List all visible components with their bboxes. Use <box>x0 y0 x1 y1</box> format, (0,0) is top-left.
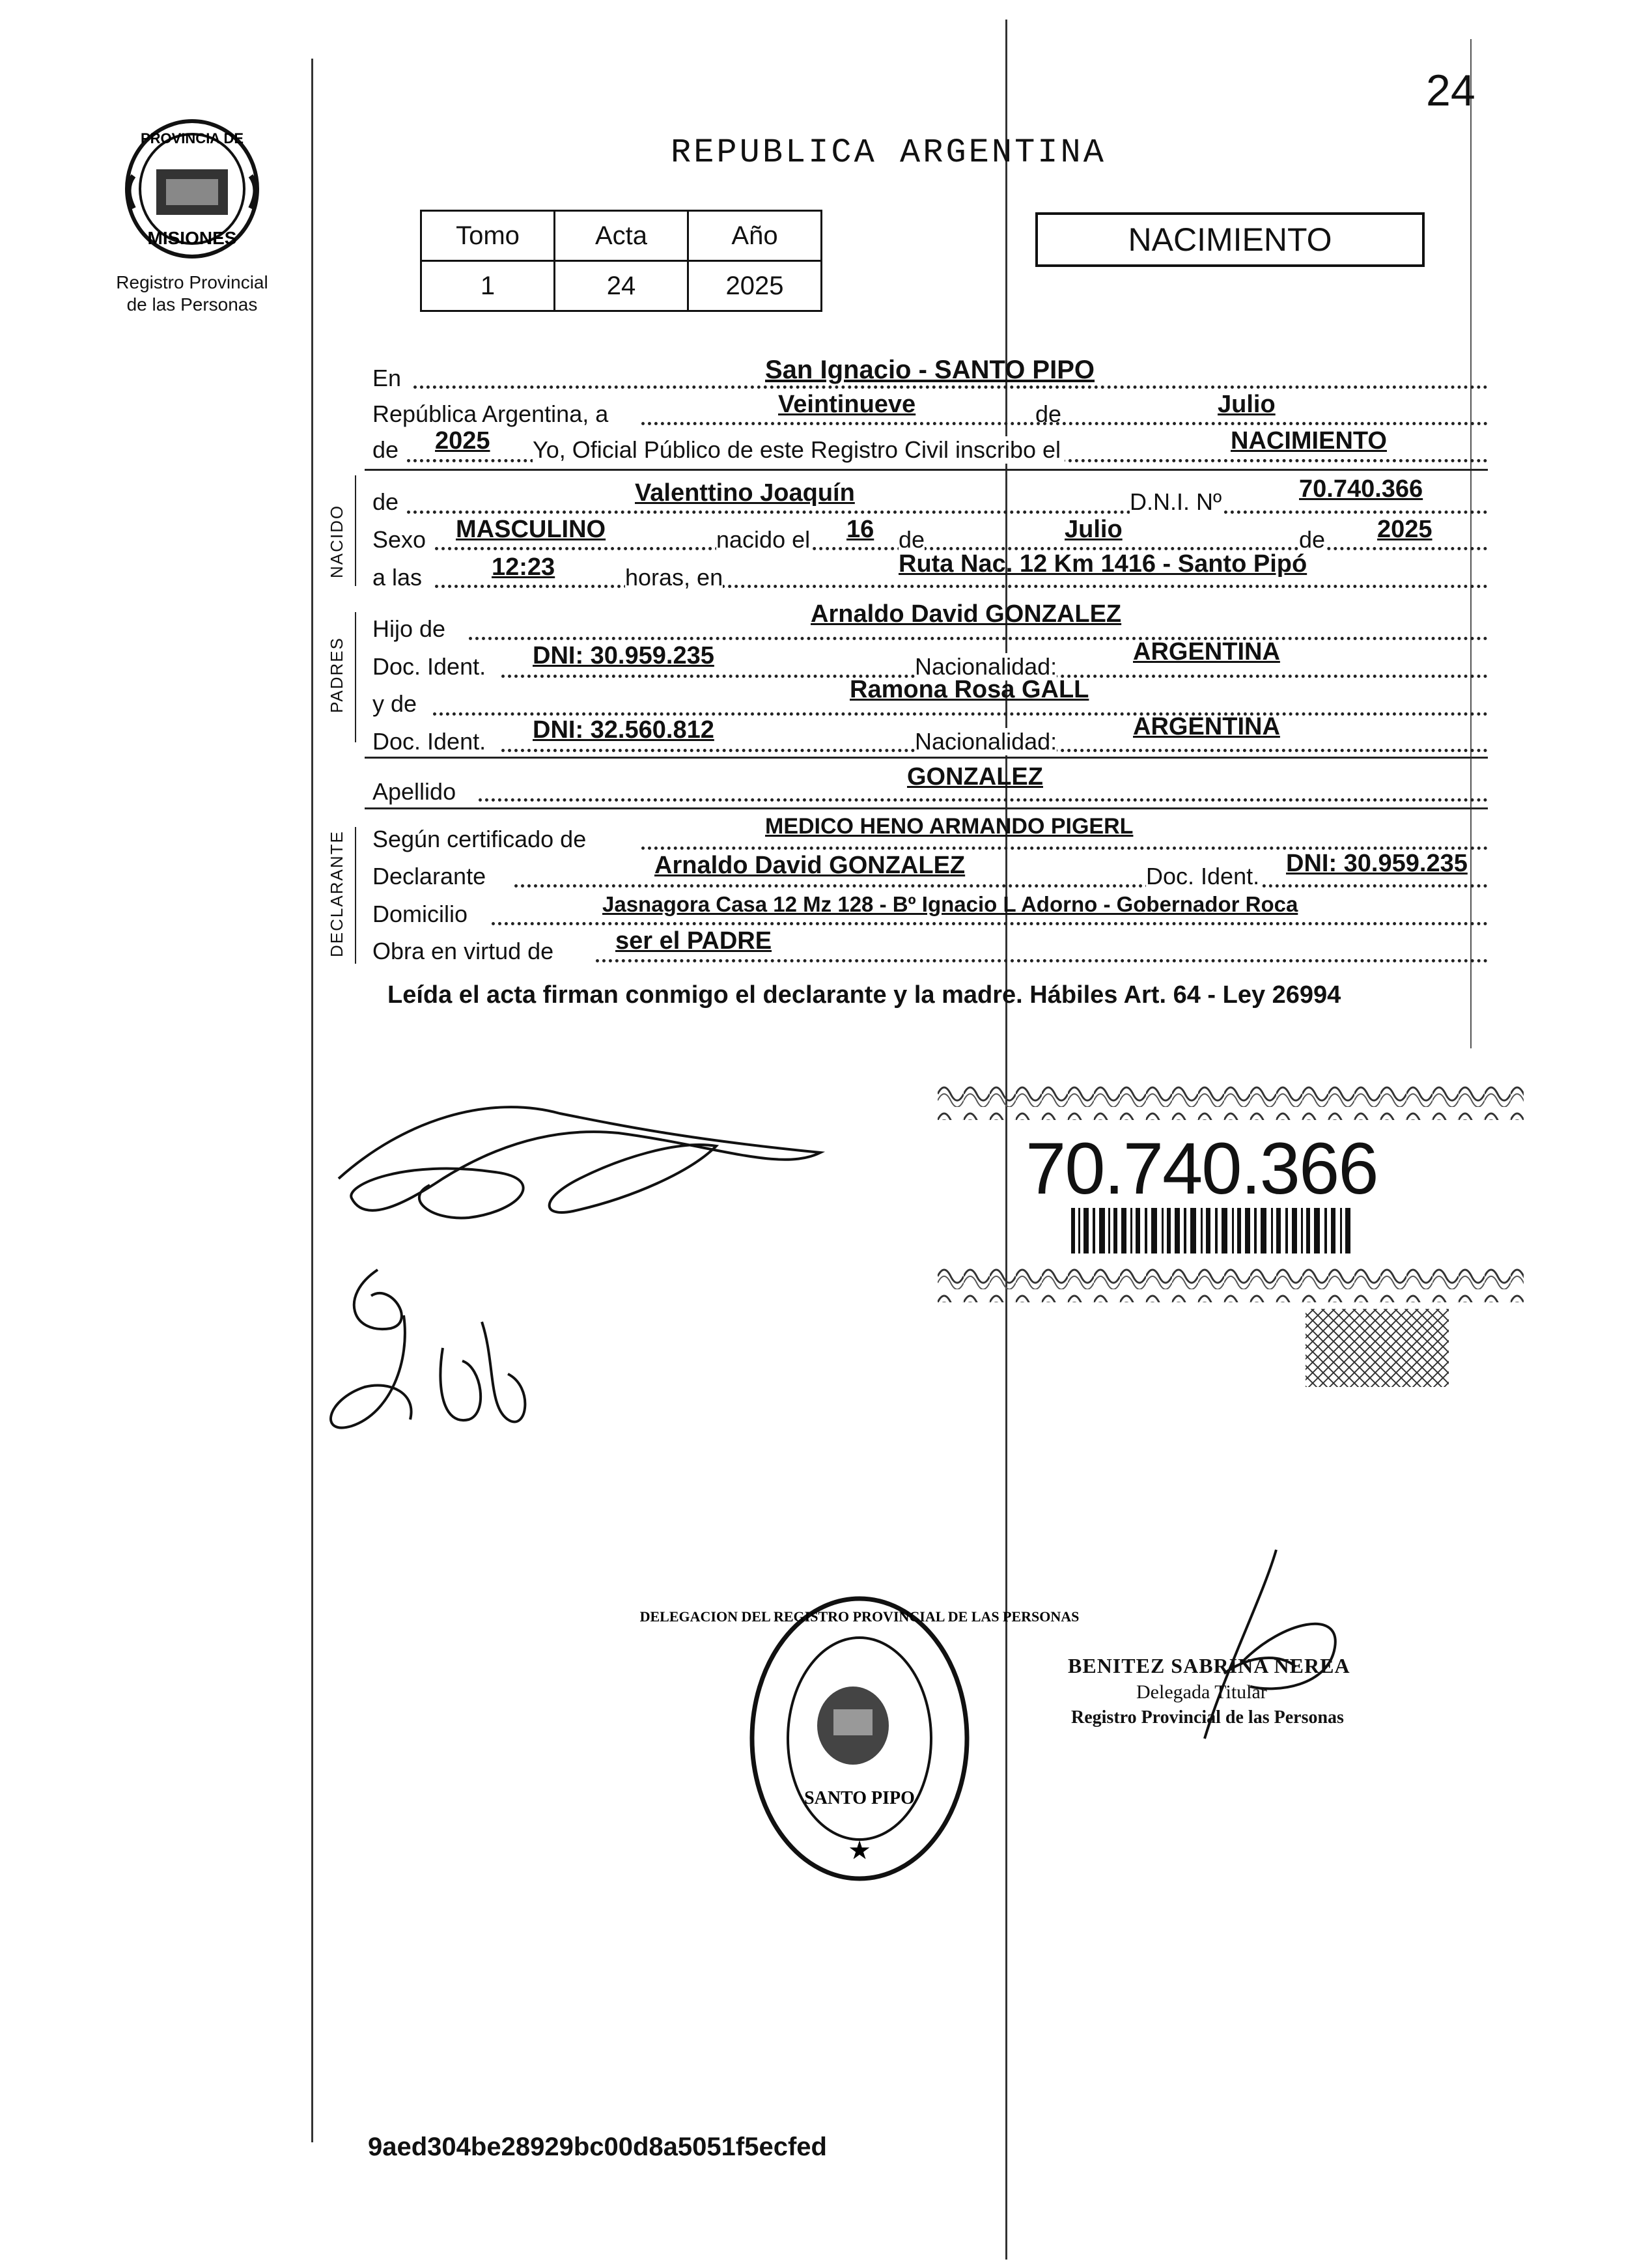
official-stamp <box>639 1589 1080 1888</box>
stamp-ring-bottom: SANTO PIPO <box>804 1788 915 1808</box>
birth-day: 16 <box>846 516 874 543</box>
mother-dni: DNI: 32.560.812 <box>533 716 714 744</box>
hijo-label: Hijo de <box>372 615 446 642</box>
alas-label: a las <box>372 564 423 591</box>
registry-name-line2: de las Personas <box>126 294 258 315</box>
record-table-value: 2025 <box>688 261 822 311</box>
closing-text: Leída el acta firman conmigo el declarante y la madre. Hábiles Art. 64 - Ley 26994 <box>387 981 1341 1009</box>
en-label: En <box>372 365 402 391</box>
birth-de1: de <box>899 526 925 553</box>
side-label-nacido: NACIDO <box>327 504 346 578</box>
page-number: 24 <box>1426 66 1475 115</box>
record-table-header: Año <box>688 211 822 261</box>
record-table-header: Tomo <box>421 211 555 261</box>
domicilio-label: Domicilio <box>372 901 468 927</box>
child-dni: 70.740.366 <box>1299 475 1423 503</box>
address: Jasnagora Casa 12 Mz 128 - Bº Ignacio L Adorno - Gobernador Roca <box>602 892 1298 916</box>
day-words: Veintinueve <box>778 391 916 418</box>
declarant-dni: DNI: 30.959.235 <box>1286 850 1468 877</box>
dotted-line <box>492 922 1488 925</box>
side-bracket-declarante <box>355 827 356 964</box>
official-title: Delegada Titular <box>1136 1681 1267 1703</box>
side-bracket-nacido <box>355 475 356 586</box>
dotted-line <box>433 712 1488 716</box>
declarant-signature <box>326 1081 846 1263</box>
side-label-declarante: DECLARANTE <box>327 830 346 957</box>
document-hash: 9aed304be28929bc00d8a5051f5ecfed <box>368 2133 827 2161</box>
record-type-box <box>1035 212 1425 267</box>
svg-text:★: ★ <box>848 1836 871 1865</box>
official-name: BENITEZ SABRINA NEREA <box>1068 1654 1350 1677</box>
de-label: de <box>1035 400 1062 427</box>
mother-nationality: ARGENTINA <box>1133 713 1280 740</box>
record-table-header: Acta <box>555 211 688 261</box>
horas-label: horas, en <box>625 564 723 591</box>
sexo-label: Sexo <box>372 526 426 553</box>
record-table-value: 24 <box>555 261 688 311</box>
divider <box>365 469 1488 471</box>
name-prefix: de <box>372 488 399 515</box>
certificate-by: MEDICO HENO ARMANDO PIGERL <box>765 814 1134 839</box>
mother-name: Ramona Rosa GALL <box>850 676 1089 703</box>
yde-label: y de <box>372 690 417 717</box>
logo-text-bottom: MISIONES <box>147 228 237 248</box>
divider <box>365 807 1488 809</box>
dotted-line <box>479 798 1488 802</box>
left-margin-line <box>311 59 313 2142</box>
dotted-line <box>435 585 1488 588</box>
father-dni: DNI: 30.959.235 <box>533 642 714 669</box>
segun-label: Según certificado de <box>372 826 587 852</box>
birth-de2: de <box>1299 526 1326 553</box>
right-margin-line <box>1470 39 1472 1048</box>
republica-label: República Argentina, a <box>372 400 609 427</box>
year: 2025 <box>435 427 490 455</box>
father-nationality: ARGENTINA <box>1133 638 1280 665</box>
place: San Ignacio - SANTO PIPO <box>765 356 1095 384</box>
logo-text-top: PROVINCIA DE <box>140 130 244 147</box>
dni-label: D.N.I. Nº <box>1130 488 1222 515</box>
divider <box>365 757 1488 759</box>
misiones-logo <box>120 117 264 260</box>
doc-ident-label: Doc. Ident. <box>372 653 486 680</box>
birth-time: 12:23 <box>492 553 555 581</box>
record-type: NACIMIENTO <box>1128 221 1332 258</box>
side-bracket-padres <box>355 612 356 742</box>
nacionalidad-label: Nacionalidad: <box>915 728 1057 755</box>
country-title: REPUBLICA ARGENTINA <box>671 133 1106 172</box>
record-table <box>420 210 822 312</box>
year-prefix: de <box>372 436 399 463</box>
yo-text: Yo, Oficial Público de este Registro Civil inscribo el <box>533 436 1065 464</box>
dotted-line <box>641 422 1488 425</box>
birth-month: Julio <box>1065 516 1123 543</box>
child-name: Valenttino Joaquín <box>635 479 855 507</box>
surname: GONZALEZ <box>907 763 1043 791</box>
obra-value: ser el PADRE <box>615 927 772 955</box>
nacionalidad-label: Nacionalidad: <box>915 653 1057 680</box>
declarant-name: Arnaldo David GONZALEZ <box>654 852 966 879</box>
stamp-ring-top: DELEGACION DEL REGISTRO PROVINCIAL DE LAS PERSONAS <box>639 1608 1080 1625</box>
sex: MASCULINO <box>456 516 606 543</box>
birth-year: 2025 <box>1377 516 1432 543</box>
declarant-doc-label: Doc. Ident. <box>1146 863 1260 889</box>
registry-name-line1: Registro Provincial <box>116 272 268 292</box>
declarante-label: Declarante <box>372 863 486 889</box>
side-label-padres: PADRES <box>327 637 346 713</box>
inscribe-type: NACIMIENTO <box>1231 427 1387 455</box>
doc-ident-label: Doc. Ident. <box>372 728 486 755</box>
dotted-line <box>413 385 1488 389</box>
nacido-label: nacido el <box>716 526 811 553</box>
birth-place: Ruta Nac. 12 Km 1416 - Santo Pipó <box>899 550 1307 578</box>
mother-signature <box>313 1257 547 1485</box>
dotted-line <box>514 884 1488 888</box>
barcode <box>1071 1208 1350 1253</box>
apellido-label: Apellido <box>372 778 456 805</box>
dotted-line <box>469 637 1488 640</box>
father-name: Arnaldo David GONZALEZ <box>811 600 1122 628</box>
obra-label: Obra en virtud de <box>372 938 554 964</box>
month: Julio <box>1218 391 1276 418</box>
dotted-line <box>407 511 1488 514</box>
dotted-line <box>596 959 1488 962</box>
record-table-value: 1 <box>421 261 555 311</box>
sticker-number: 70.740.366 <box>1026 1128 1378 1209</box>
official-office: Registro Provincial de las Personas <box>1071 1707 1344 1728</box>
